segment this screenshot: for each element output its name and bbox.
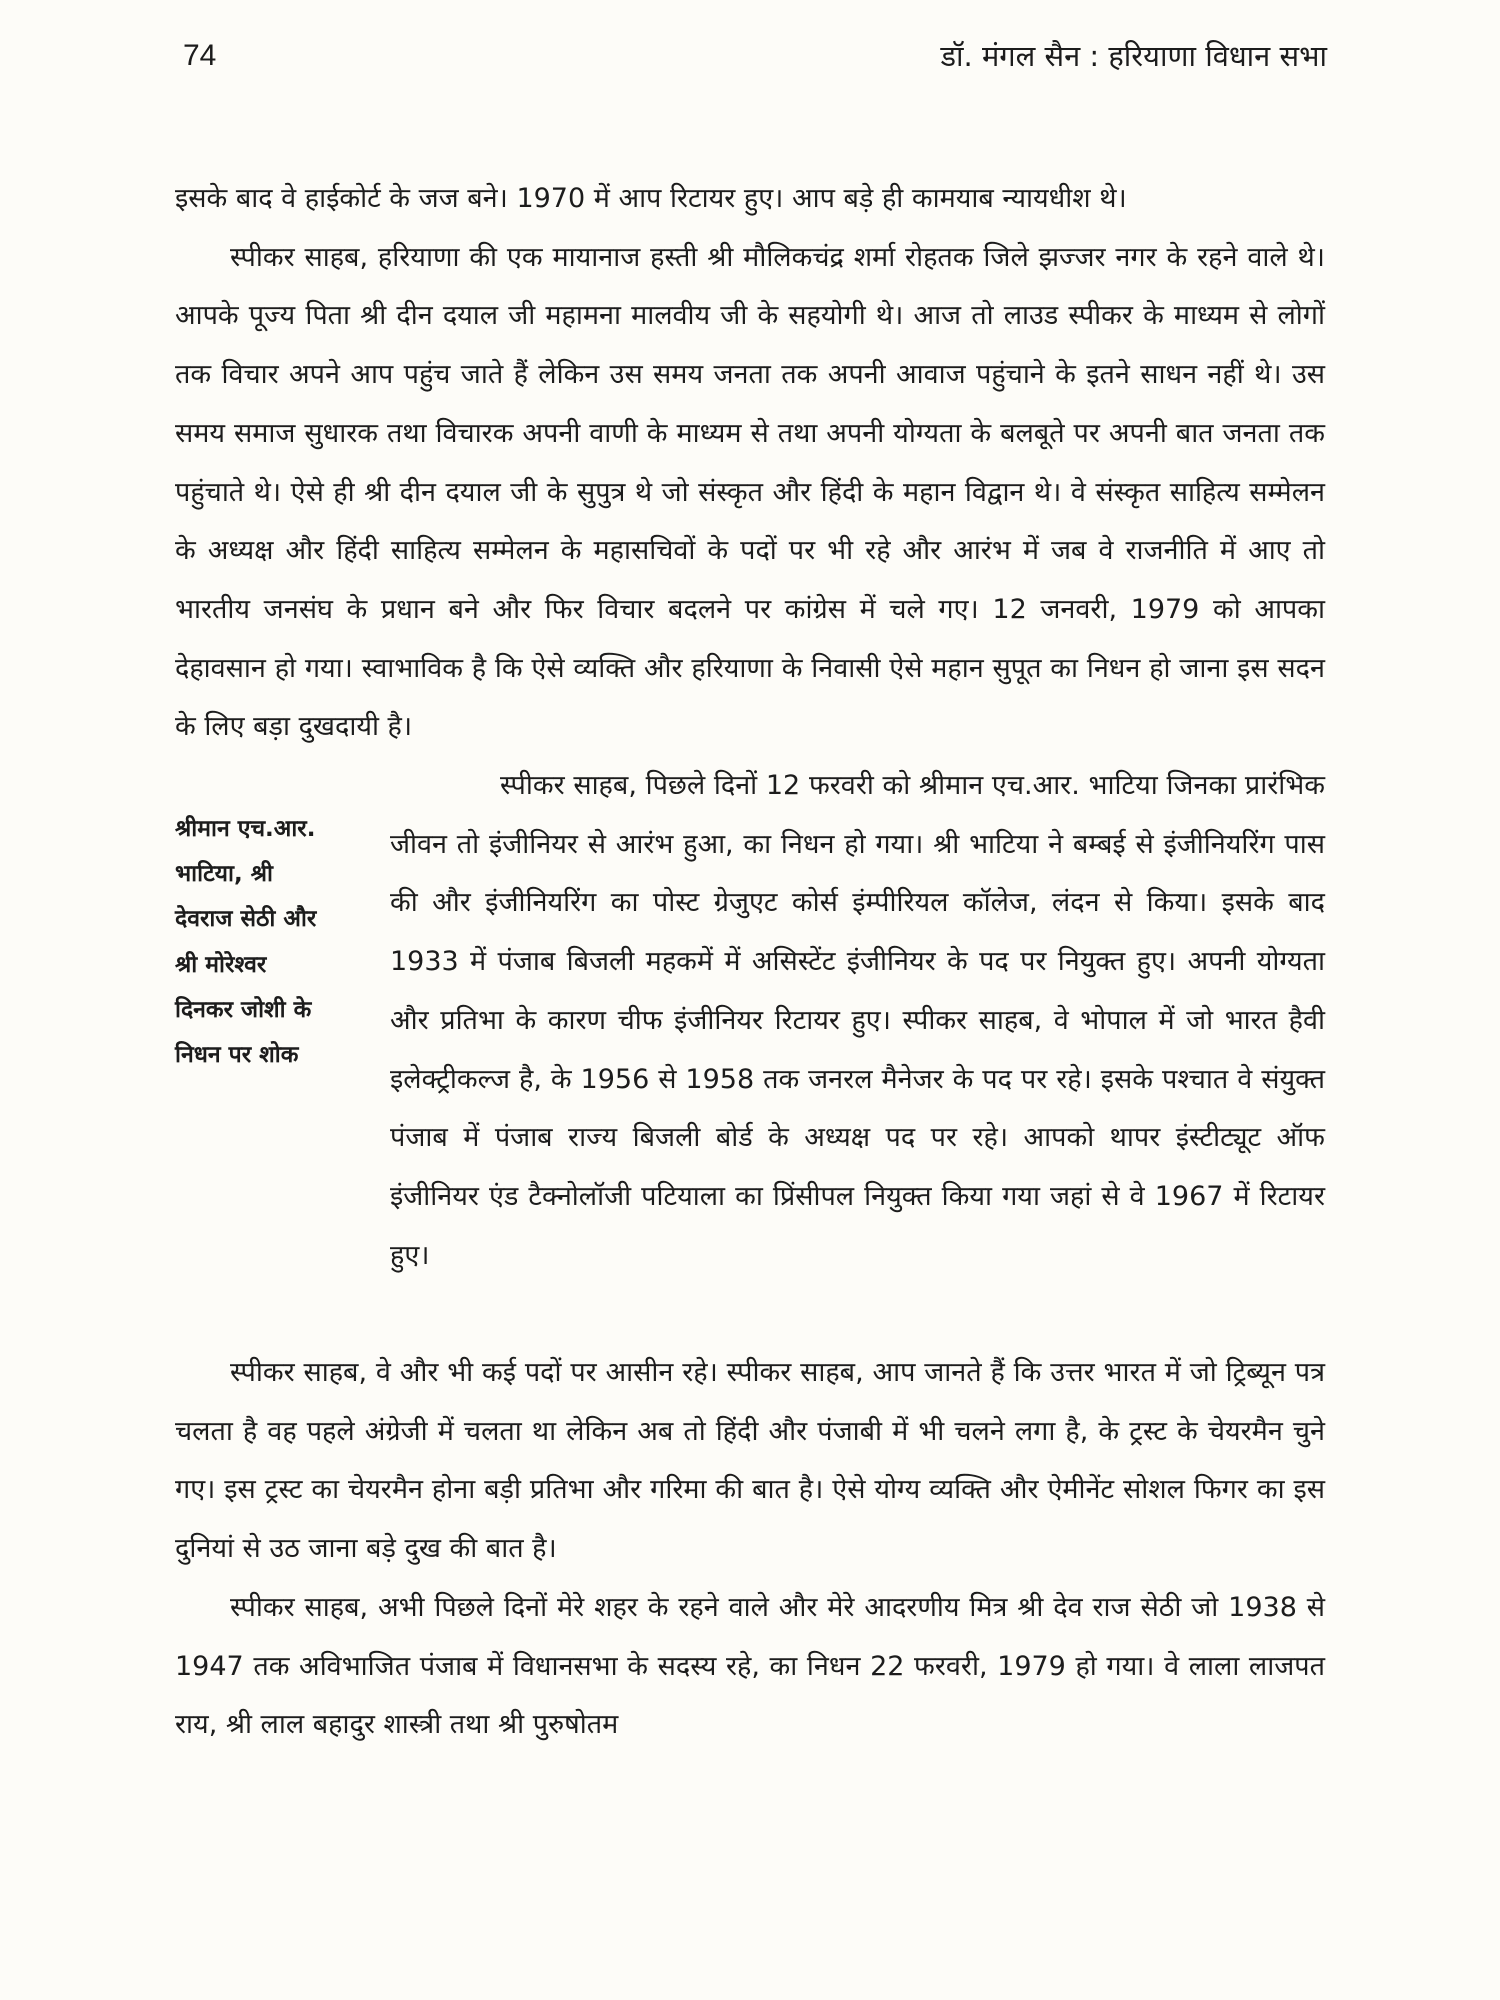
paragraph-1: इसके बाद वे हाईकोर्ट के जज बने। 1970 में आप रिटायर हुए। आप बड़े ही कामयाब न्यायधीश थे। (175, 183, 1127, 214)
paragraph-5: स्पीकर साहब, अभी पिछले दिनों मेरे शहर के रहने वाले और मेरे आदरणीय मित्र श्री देव राज सेठी जो 1938 से 1947 तक अविभाजित पंजाब में विधानसभा के सदस्य रहे, का निधन 22 फरवरी, 1979 हो गया। वे लाला लाजपत राय, श्री लाल बहादुर शास्त्री तथा श्री पुरुषोतम (175, 1591, 1325, 1741)
paragraph-3: स्पीकर साहब, पिछले दिनों 12 फरवरी को श्रीमान एच.आर. भाटिया जिनका प्रारंभिक जीवन तो इंजीनियर से आरंभ हुआ, का निधन हो गया। श्री भाटिया ने बम्बई से इंजीनियरिंग पास की और इंजीनियरिंग का पोस्ट ग्रेजुएट कोर्स इंम्पीरियल कॉलेज, लंदन से किया। इसके बाद 1933 में पंजाब बिजली महकमें में असिस्टेंट इंजीनियर के पद पर नियुक्त हुए। अपनी योग्यता और प्रतिभा के कारण चीफ इंजीनियर रिटायर हुए। स्पीकर साहब, वे भोपाल में जो भारत हैवी इलेक्ट्रीकल्ज है, के 1956 से 1958 तक जनरल मैनेजर के पद पर रहे। इसके पश्चात वे संयुक्त पंजाब में पंजाब राज्य बिजली बोर्ड के अध्यक्ष पद पर रहे। आपको थापर इंस्टीट्यूट ऑफ इंजीनियर एंड टैक्नोलॉजी पटियाला का प्रिंसीपल नियुक्त किया गया जहां से वे 1967 में रिटायर हुए। (390, 770, 1325, 1271)
page-number: 74 (183, 39, 217, 72)
page-body (175, 170, 1325, 1755)
section-with-margin-note (175, 757, 1325, 1344)
running-header: डॉ. मंगल सैन : हरियाणा विधान सभा (940, 39, 1327, 73)
paragraph-4: स्पीकर साहब, वे और भी कई पदों पर आसीन रहे। स्पीकर साहब, आप जानते हैं कि उत्तर भारत में जो ट्रिब्यून पत्र चलता है वह पहले अंग्रेजी में चलता था लेकिन अब तो हिंदी और पंजाबी में भी चलने लगा है, के ट्रस्ट के चेयरमैन चुने गए। इस ट्रस्ट का चेयरमैन होना बड़ी प्रतिभा और गरिमा की बात है। ऐसे योग्य व्यक्ति और ऐमीनेंट सोशल फिगर का इस दुनियां से उठ जाना बड़े दुख की बात है। (175, 1357, 1325, 1565)
paragraph-2: स्पीकर साहब, हरियाणा की एक मायानाज हस्ती श्री मौलिकचंद्र शर्मा रोहतक जिले झज्जर नगर के रहने वाले थे। आपके पूज्य पिता श्री दीन दयाल जी महामना मालवीय जी के सहयोगी थे। आज तो लाउड स्पीकर के माध्यम से लोगों तक विचार अपने आप पहुंच जाते हैं लेकिन उस समय जनता तक अपनी आवाज पहुंचाने के इतने साधन नहीं थे। उस समय समाज सुधारक तथा विचारक अपनी वाणी के माध्यम से तथा अपनी योग्यता के बलबूते पर अपनी बात जनता तक पहुंचाते थे। ऐसे ही श्री दीन दयाल जी के सुपुत्र थे जो संस्कृत और हिंदी के महान विद्वान थे। वे संस्कृत साहित्य सम्मेलन के अध्यक्ष और हिंदी साहित्य सम्मेलन के महासचिवों के पदों पर भी रहे और आरंभ में जब वे राजनीति में आए तो भारतीय जनसंघ के प्रधान बने और फिर विचार बदलने पर कांग्रेस में चले गए। 12 जनवरी, 1979 को आपका देहावसान हो गया। स्वाभाविक है कि ऐसे व्यक्ति और हरियाणा के निवासी ऐसे महान सुपूत का निधन हो जाना इस सदन के लिए बड़ा दुखदायी है। (175, 241, 1325, 743)
margin-note: श्रीमान एच.आर. भाटिया, श्री देवराज सेठी और श्री मोरेश्वर दिनकर जोशी के निधन पर शोक (175, 816, 317, 1069)
